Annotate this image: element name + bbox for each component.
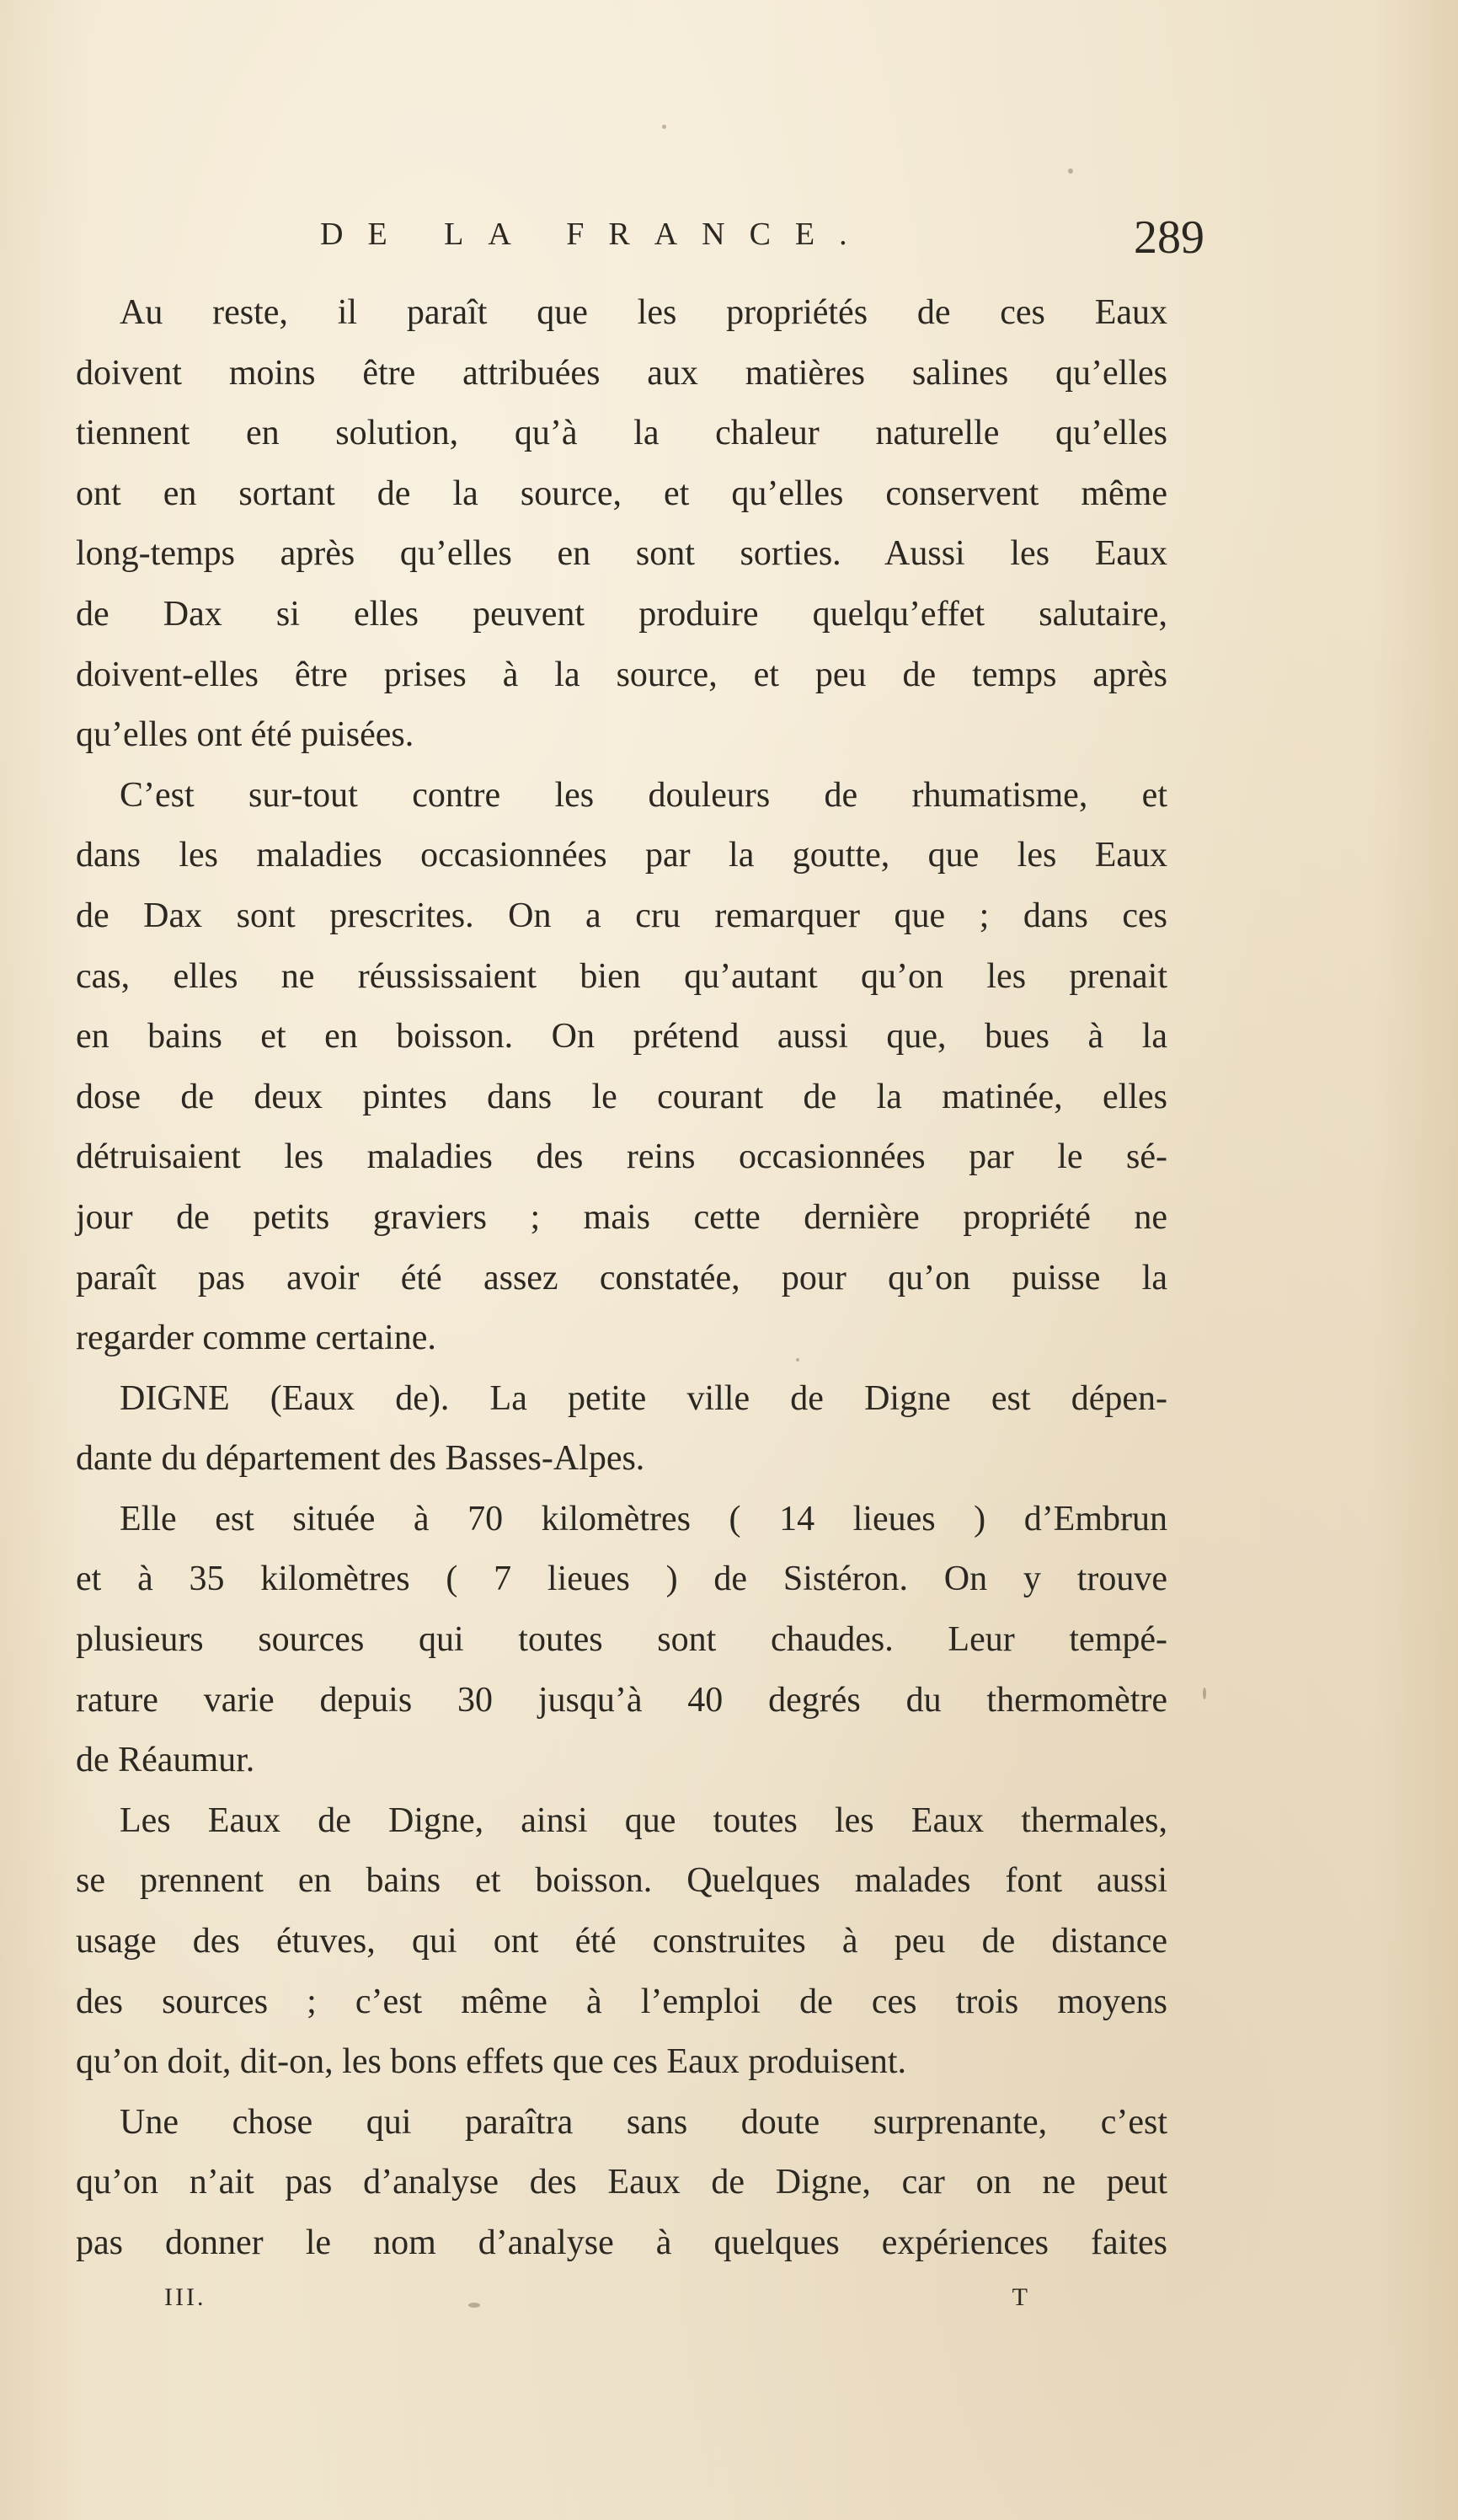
- text-line: doivent-elles être prises à la source, et peu de temps après: [76, 655, 1167, 694]
- text-line: Les Eaux de Digne, ainsi que toutes les Eaux thermales,: [120, 1800, 1167, 1840]
- text-line: en bains et en boisson. On prétend aussi que, bues à la: [76, 1017, 1167, 1057]
- text-line: ont en sortant de la source, et qu’elles conservent même: [76, 474, 1167, 513]
- paper-speck: [1068, 169, 1073, 174]
- text-line: et à 35 kilomètres ( 7 lieues ) de Sistéron. On y trouve: [76, 1560, 1167, 1599]
- text-line: cas, elles ne réussissaient bien qu’autant qu’on les prenait: [76, 956, 1167, 996]
- running-title: DE LA FRANCE.: [320, 217, 872, 252]
- text-line: Elle est située à 70 kilomètres ( 14 lieues ) d’Embrun: [120, 1499, 1167, 1538]
- signature-letter: T: [1012, 2283, 1028, 2311]
- text-line: dans les maladies occasionnées par la goutte, que les Eaux: [76, 836, 1167, 875]
- text-line: détruisaient les maladies des reins occasionnées par le sé-: [76, 1137, 1167, 1177]
- text-line: de Dax sont prescrites. On a cru remarquer que ; dans ces: [76, 896, 1167, 935]
- text-line: de Dax si elles peuvent produire quelqu’effet salutaire,: [76, 594, 1167, 634]
- text-line: de Réaumur.: [76, 1741, 255, 1780]
- text-line: dante du département des Basses-Alpes.: [76, 1439, 645, 1479]
- text-line: C’est sur-tout contre les douleurs de rhumatisme, et: [120, 775, 1167, 815]
- text-line: jour de petits graviers ; mais cette dernière propriété ne: [76, 1197, 1167, 1237]
- page-footer: [84, 2283, 1028, 2325]
- text-line: doivent moins être attribuées aux matières salines qu’elles: [76, 353, 1167, 393]
- text-line: regarder comme certaine.: [76, 1319, 436, 1358]
- text-line: qu’on n’ait pas d’analyse des Eaux de Digne, car on ne peut: [76, 2163, 1167, 2202]
- signature-mark: III.: [164, 2283, 206, 2311]
- text-line: paraît pas avoir été assez constatée, pour qu’on puisse la: [76, 1258, 1167, 1297]
- paper-speck: [1203, 1688, 1206, 1699]
- text-line: tiennent en solution, qu’à la chaleur naturelle qu’elles: [76, 414, 1167, 453]
- text-line: Au reste, il paraît que les propriétés de ces Eaux: [120, 293, 1167, 332]
- text-line: usage des étuves, qui ont été construites à peu de distance: [76, 1922, 1167, 1961]
- text-line: qu’on doit, dit-on, les bons effets que ces Eaux produisent.: [76, 2042, 907, 2082]
- text-line: Une chose qui paraîtra sans doute surprenante, c’est: [120, 2102, 1167, 2142]
- text-line: long-temps après qu’elles en sont sorties. Aussi les Eaux: [76, 534, 1167, 574]
- paper-speck: [796, 1358, 799, 1362]
- text-line: qu’elles ont été puisées.: [76, 715, 414, 755]
- running-head: [76, 211, 1204, 264]
- paper-speck: [662, 125, 666, 129]
- text-line: DIGNE (Eaux de). La petite ville de Digne est dépen-: [120, 1378, 1167, 1418]
- text-line: des sources ; c’est même à l’emploi de ces trois moyens: [76, 1982, 1167, 2021]
- text-line: plusieurs sources qui toutes sont chaudes. Leur tempé-: [76, 1620, 1167, 1660]
- text-line: pas donner le nom d’analyse à quelques expériences faites: [76, 2223, 1167, 2262]
- body-text: [76, 283, 1167, 2274]
- paper-speck: [468, 2303, 480, 2308]
- text-line: se prennent en bains et boisson. Quelques malades font aussi: [76, 1861, 1167, 1901]
- text-line: rature varie depuis 30 jusqu’à 40 degrés du thermomètre: [76, 1680, 1167, 1720]
- text-line: dose de deux pintes dans le courant de la matinée, elles: [76, 1077, 1167, 1116]
- page-number: 289: [1134, 211, 1204, 264]
